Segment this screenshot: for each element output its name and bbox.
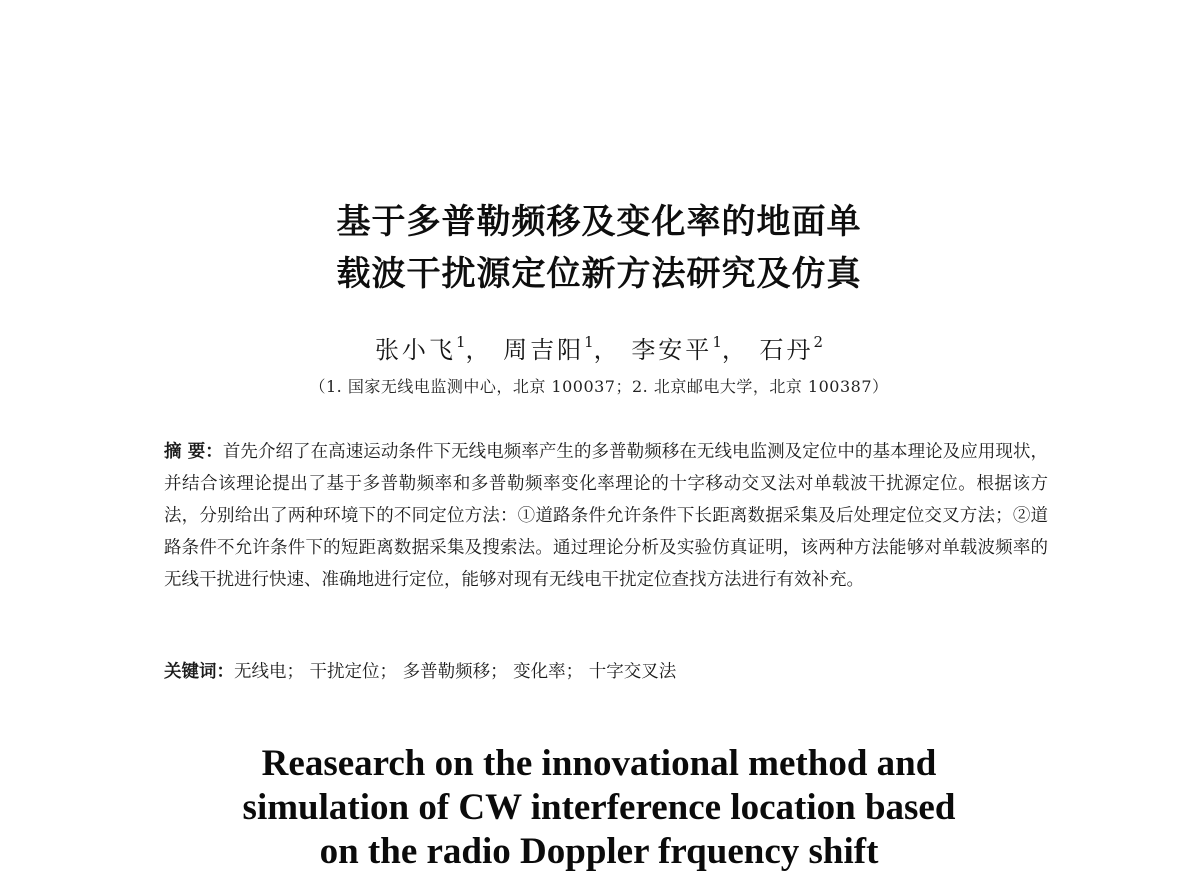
english-title-line-2: simulation of CW interference location based — [242, 787, 956, 828]
english-title-line-3: on the radio Doppler frquency shift — [319, 831, 879, 872]
author-name: 周吉阳 — [503, 336, 585, 364]
chinese-title-line-1: 基于多普勒频移及变化率的地面单 — [336, 202, 862, 242]
abstract-text: 首先介绍了在高速运动条件下无线电频率产生的多普勒频移在无线电监测及定位中的基本理论及应用现状，并结合该理论提出了基于多普勒频率和多普勒频率变化率理论的十字移动交叉法对单载波干扰源定位。根据该方法，分别给出了两种环境下的不同定位方法：①道路条件允许条件下长距离数据采集及后处理定位交叉方法；②道路条件不允许条件下的短距离数据采集及搜索法。通过理论分析及实验仿真证明，该两种方法能够对单载波频率的无线干扰进行快速、准确地进行定位，能够对现有无线电干扰定位查找方法进行有效补充。 — [164, 442, 1048, 590]
chinese-title — [0, 196, 1198, 300]
keywords-text: 无线电； 干扰定位； 多普勒频移； 变化率； 十字交叉法 — [234, 662, 677, 682]
keywords — [164, 656, 1048, 688]
chinese-title-line-2: 载波干扰源定位新方法研究及仿真 — [336, 254, 862, 294]
author-separator: ， — [465, 336, 493, 364]
author-separator: ， — [721, 336, 749, 364]
author-affiliation-mark: 1 — [712, 333, 722, 351]
author-affiliation-mark: 2 — [813, 333, 824, 351]
author-name: 张小飞 — [374, 336, 456, 364]
keywords-label: 关键词： — [164, 662, 234, 682]
author-affiliation-mark: 1 — [455, 333, 466, 351]
affiliation: （1. 国家无线电监测中心，北京 100037；2. 北京邮电大学，北京 100387） — [309, 377, 889, 396]
abstract — [164, 436, 1048, 596]
author-name: 李安平 — [631, 336, 713, 364]
english-title — [0, 742, 1198, 874]
author-name: 石丹 — [759, 336, 814, 364]
author-affiliation-mark: 1 — [584, 333, 594, 351]
english-title-line-1: Reasearch on the innovational method and — [261, 743, 937, 784]
abstract-label: 摘 要： — [164, 442, 223, 462]
author-list — [0, 330, 1198, 365]
author-separator: ， — [593, 336, 621, 364]
